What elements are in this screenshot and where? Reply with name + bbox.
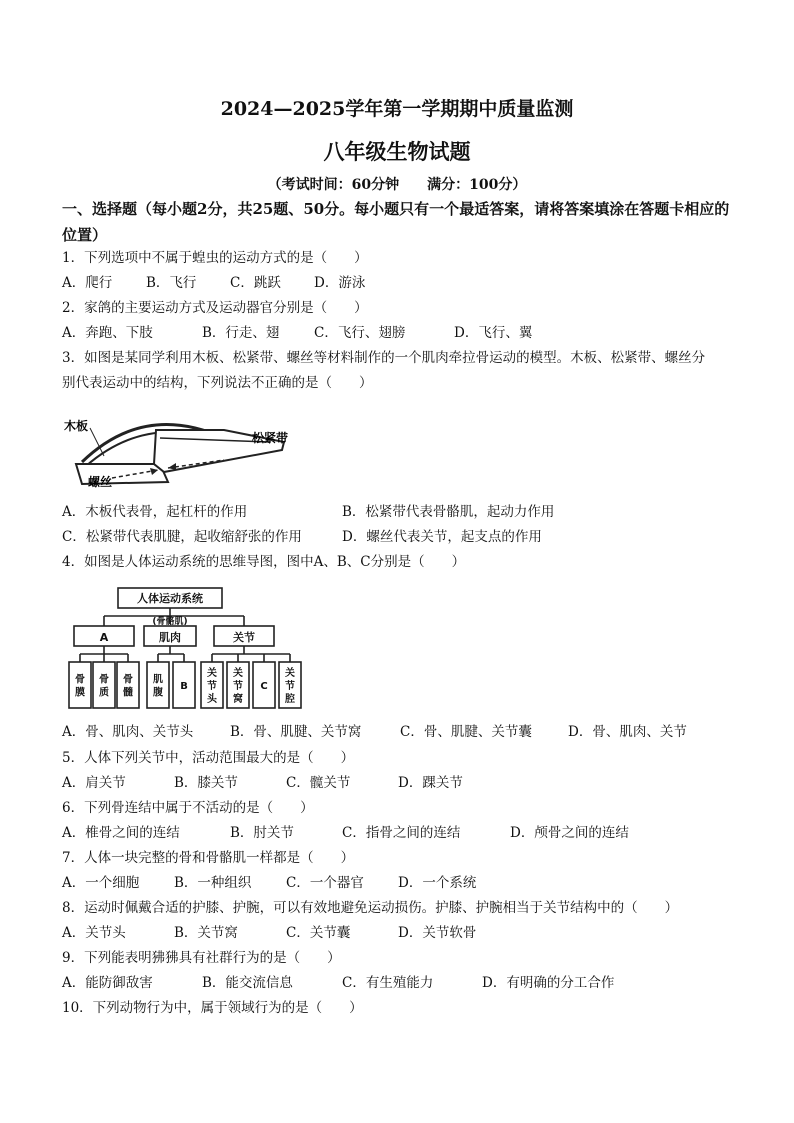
- question-4-options: [62, 722, 742, 742]
- question-9-stem: 9．下列能表明狒狒具有社群行为的是（ ）: [62, 950, 341, 966]
- option-b: B．肘关节: [230, 825, 294, 841]
- question-5-stem: 5．人体下列关节中，活动范围最大的是（ ）: [62, 750, 355, 766]
- option-a: A．爬行: [62, 275, 113, 291]
- option-c: C．骨、肌腱、关节囊: [400, 724, 532, 740]
- option-d: D．飞行、翼: [454, 325, 533, 341]
- question-4-stem: 4．如图是人体运动系统的思维导图，图中A、B、C分别是（ ）: [62, 554, 466, 570]
- option-c: C．髋关节: [286, 775, 351, 791]
- leaf-label-7: 关节窝: [233, 668, 243, 705]
- option-a: A．一个细胞: [62, 875, 140, 891]
- leaf-label-3: 骨髓: [123, 674, 133, 699]
- label-screw: 螺丝: [88, 475, 113, 489]
- option-a: A．骨、肌肉、关节头: [62, 724, 194, 740]
- label-band: 松紧带: [252, 431, 289, 445]
- question-5-options: [62, 773, 742, 793]
- option-d: D．有明确的分工合作: [482, 975, 615, 991]
- option-d: D．骨、肌肉、关节: [568, 724, 687, 740]
- leaf-label-2: 骨质: [99, 674, 109, 699]
- question-6-options: [62, 823, 742, 843]
- question-3-options-row1: [62, 502, 742, 522]
- question-8-options: [62, 923, 742, 943]
- leaf-labels: [75, 666, 295, 705]
- option-a: A．奔跑、下肢: [62, 325, 153, 341]
- exam-title: 2024—2025学年第一学期期中质量监测: [220, 98, 574, 120]
- leaf-label-5: B: [180, 681, 188, 692]
- question-6-stem: 6．下列骨连结中属于不活动的是（ ）: [62, 800, 314, 816]
- question-9-options: [62, 973, 742, 993]
- question-7-options: [62, 873, 742, 893]
- option-d: D．颅骨之间的连结: [510, 825, 629, 841]
- branch-muscle-label: 肌肉: [159, 631, 181, 644]
- label-board: 木板: [64, 419, 89, 433]
- option-b: B．行走、翅: [202, 325, 280, 341]
- question-2-stem: 2．家鸽的主要运动方式及运动器官分别是（ ）: [62, 300, 368, 316]
- question-2-options: [62, 323, 742, 343]
- mind-map-figure: [64, 586, 308, 712]
- option-c: C．一个器官: [286, 875, 364, 891]
- root-label: 人体运动系统: [137, 592, 203, 605]
- option-a: A．木板代表骨，起杠杆的作用: [62, 504, 248, 520]
- leaf-label-9: 关节腔: [285, 668, 295, 705]
- option-a: A．能防御敌害: [62, 975, 153, 991]
- question-10-stem: 10．下列动物行为中，属于领域行为的是（ ）: [62, 1000, 363, 1016]
- question-8-stem: 8．运动时佩戴合适的护膝、护腕，可以有效地避免运动损伤。护膝、护腕相当于关节结构中的（ ）: [62, 900, 679, 916]
- exam-info: （考试时间：60分钟 满分：100分）: [267, 177, 527, 193]
- question-3-stem: 3．如图是某同学利用木板、松紧带、螺丝等材料制作的一个肌肉牵拉骨运动的模型。木板、松紧带、螺丝分: [62, 350, 706, 366]
- branch-a-label: A: [99, 631, 109, 644]
- option-a: A．椎骨之间的连结: [62, 825, 180, 841]
- option-c: C．指骨之间的连结: [342, 825, 461, 841]
- question-1-options: [62, 273, 742, 293]
- option-b: B．松紧带代表骨骼肌，起动力作用: [342, 504, 555, 520]
- option-d: D．一个系统: [398, 875, 477, 891]
- option-b: B．膝关节: [174, 775, 238, 791]
- question-7-stem: 7．人体一块完整的骨和骨骼肌一样都是（ ）: [62, 850, 355, 866]
- question-3-options-row2: [62, 527, 742, 547]
- muscle-note: (骨骼肌): [152, 617, 188, 627]
- option-c: C．有生殖能力: [342, 975, 434, 991]
- question-1-stem: 1．下列选项中不属于蝗虫的运动方式的是（ ）: [62, 250, 368, 266]
- option-a: A．肩关节: [62, 775, 126, 791]
- option-d: D．游泳: [314, 275, 366, 291]
- option-c: C．飞行、翅膀: [314, 325, 406, 341]
- option-b: B．关节窝: [174, 925, 238, 941]
- option-d: D．关节软骨: [398, 925, 477, 941]
- option-d: D．螺丝代表关节，起支点的作用: [342, 529, 542, 545]
- leaf-label-8: C: [260, 681, 268, 692]
- leaf-label-6: 关节头: [207, 668, 217, 705]
- branch-joint-label: 关节: [233, 631, 255, 644]
- option-b: B．飞行: [146, 275, 197, 291]
- leaf-label-4: 肌腹: [153, 674, 163, 699]
- option-b: B．能交流信息: [202, 975, 293, 991]
- option-b: B．骨、肌腱、关节窝: [230, 724, 362, 740]
- question-3-stem-cont: 别代表运动中的结构，下列说法不正确的是（ ）: [62, 375, 373, 391]
- option-c: C．跳跃: [230, 275, 281, 291]
- exam-subtitle: 八年级生物试题: [323, 139, 471, 164]
- option-a: A．关节头: [62, 925, 126, 941]
- option-b: B．一种组织: [174, 875, 252, 891]
- option-c: C．松紧带代表肌腱，起收缩舒张的作用: [62, 529, 302, 545]
- option-d: D．踝关节: [398, 775, 463, 791]
- muscle-model-figure: [64, 408, 304, 492]
- option-c: C．关节囊: [286, 925, 351, 941]
- leaf-label-1: 骨膜: [75, 674, 85, 699]
- section-heading: 一、选择题（每小题2分，共25题、50分。每小题只有一个最适答案，请将答案填涂在答题卡相应的位置）: [62, 200, 730, 244]
